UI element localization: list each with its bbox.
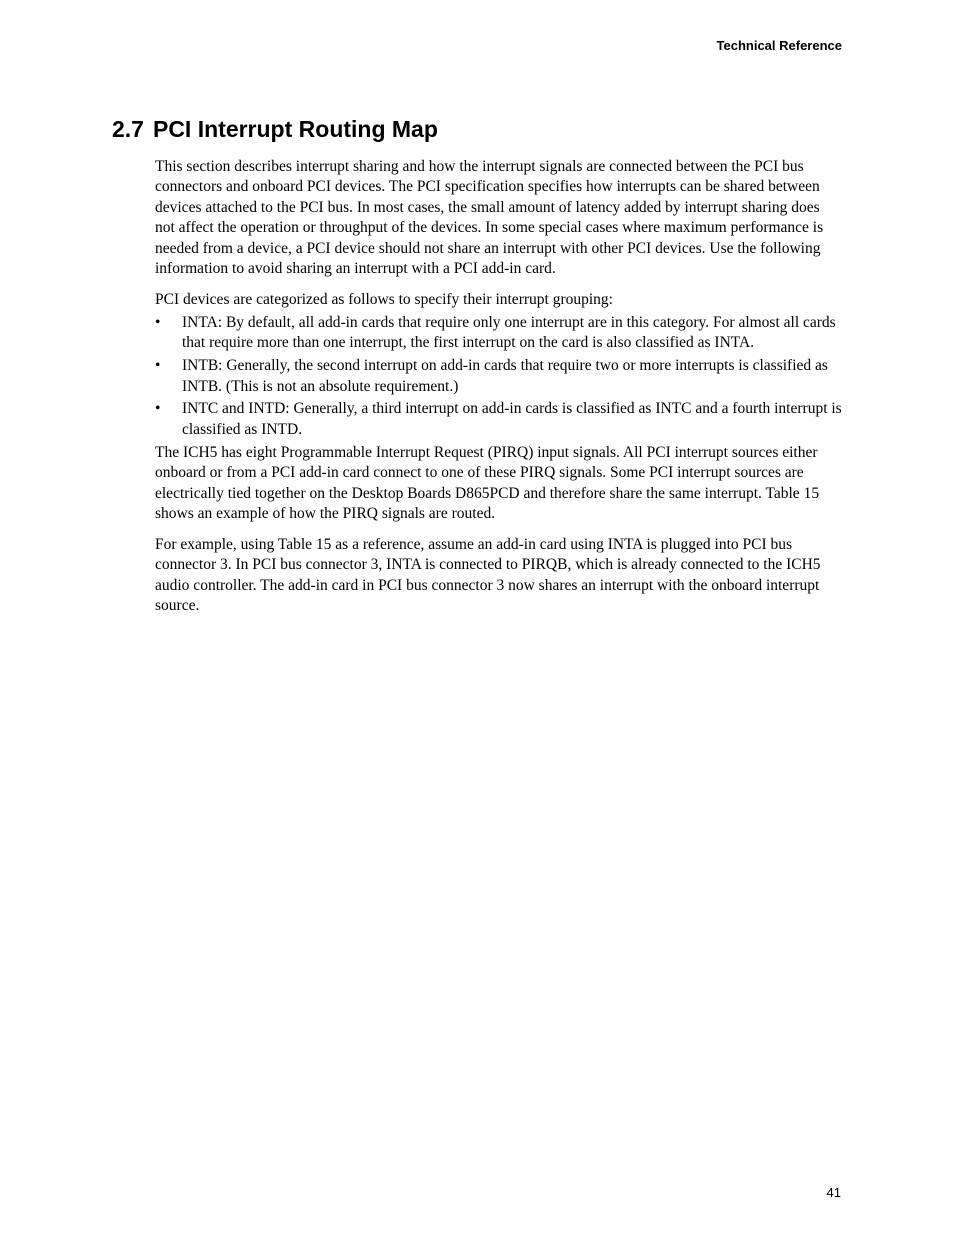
section-heading (112, 114, 438, 144)
section-number: 2.7 (112, 116, 144, 142)
page-number: 41 (826, 1185, 841, 1200)
section-title: PCI Interrupt Routing Map (152, 116, 438, 142)
bullet-marker: • (155, 313, 161, 331)
bullet-marker: • (155, 357, 161, 375)
list-item-text: INTC and INTD: Generally, a third interrupt on add-in cards is classified as INTC and a fourth interrupt is classified as INTD. (182, 400, 842, 438)
intro-paragraph: This section describes interrupt sharing and how the interrupt signals are connected between the PCI bus connectors and onboard PCI devices. The PCI specification specifies how interrupts can be shared between devices attached to the PCI bus. In most cases, the small amount of latency added by interrupt sharing does not affect the operation or throughput of the devices. In some special cases where maximum performance is needed from a device, a PCI device should not share an interrupt with other PCI devices. Use the following information to avoid sharing an interrupt with a PCI add-in card. (155, 158, 824, 278)
example-paragraph: For example, using Table 15 as a reference, assume an add-in card using INTA is plugged into PCI bus connector 3. In PCI bus connector 3, INTA is connected to PIRQB, which is already connected to the ICH5 audio controller. The add-in card in PCI bus connector 3 now shares an interrupt with the onboard interrupt source. (155, 535, 821, 615)
interrupt-category-list (155, 313, 843, 440)
list-item-text: INTB: Generally, the second interrupt on add-in cards that require two or more interrupts is classified as INTB. (This is not an absolute requirement.) (182, 357, 828, 395)
list-item-text: INTA: By default, all add-in cards that require only one interrupt are in this category. For almost all cards that require more than one interrupt, the first interrupt on the card is also classified as INTA. (182, 313, 836, 352)
running-header: Technical Reference (716, 38, 842, 53)
categories-lead-paragraph: PCI devices are categorized as follows to specify their interrupt grouping: (155, 290, 613, 308)
list-item-intc-intd (155, 399, 843, 440)
pirq-paragraph: The ICH5 has eight Programmable Interrupt Request (PIRQ) input signals. All PCI interrupt sources either onboard or from a PCI add-in card connect to one of these PIRQ signals. Some PCI interrupt sources are electrically tied together on the Desktop Boards D865PCD and therefore share the same interrupt. Table 15 shows an example of how the PIRQ signals are routed. (155, 443, 820, 522)
bullet-marker: • (155, 400, 161, 418)
list-item-inta (155, 313, 843, 354)
list-item-intb (155, 356, 843, 397)
section-body (155, 157, 843, 627)
